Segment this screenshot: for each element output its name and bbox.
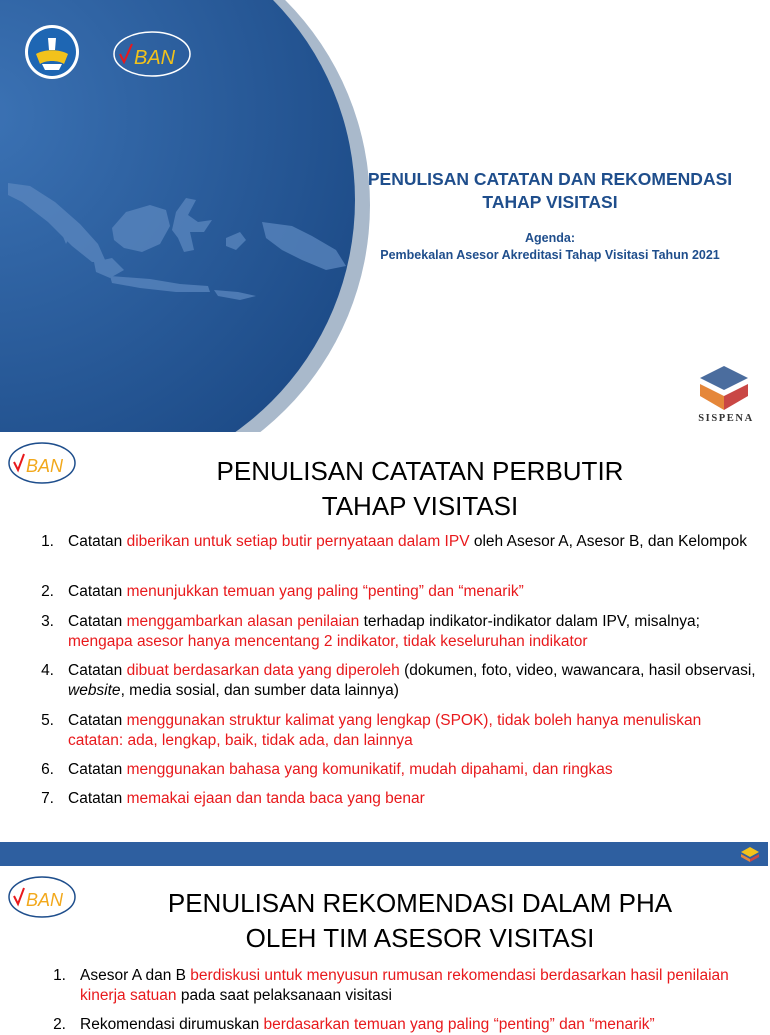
tutwuri-logo xyxy=(24,24,80,85)
sispena-icon xyxy=(696,362,752,412)
slide-separator-band xyxy=(0,842,768,866)
ban-logo-slide2 xyxy=(6,440,78,491)
svg-text:BAN: BAN xyxy=(26,890,64,910)
svg-text:BAN: BAN xyxy=(26,456,64,476)
rekomendasi-title xyxy=(110,886,730,956)
sispena-small-icon xyxy=(740,846,760,862)
ban-logo-icon xyxy=(110,28,194,80)
svg-text:BAN: BAN xyxy=(134,47,176,69)
catatan-slide: BAN PENULISAN CATATAN PERBUTIR TAHAP VISITASI 1. Catatan diberikan untuk setiap butir pernyataan dalam IPV oleh Asesor A, Asesor B, dan Kelompok 2. Catatan menunjukkan temuan yang paling “penting” dan “menarik” 3. Catatan menggambarkan alasan penilaian terhadap indikator-indikator dalam IPV, misalnya; mengapa asesor hanya mencentang 2 indikator, tidak keseluruhan indikator 4. Catatan dibuat berdasarkan data yang diperoleh (dokumen, foto, video, wawancara, hasil observasi, website, media sosial, dan sumber data lainnya) 5. Catatan menggunakan struktur kalimat yang lengkap (SPOK), tidak boleh hanya menuliskan catatan: ada, lengkap, baik, tidak ada, dan lainnya 6. Catatan menggunakan bahasa yang komunikatif, mudah dipahami, dan ringkas 7. Catatan memakai ejaan dan tanda baca yang benar xyxy=(0,432,768,842)
cover-title xyxy=(330,168,770,214)
ban-logo-header xyxy=(110,28,194,85)
agenda-text: Pembekalan Asesor Akreditasi Tahap Visitasi Tahun 2021 xyxy=(380,248,720,262)
tutwuri-emblem-icon xyxy=(24,24,80,80)
cover-title-line2: TAHAP VISITASI xyxy=(482,192,618,212)
rekomendasi-title-line2: OLEH TIM ASESOR VISITASI xyxy=(245,923,595,953)
sispena-logo xyxy=(696,362,752,417)
cover-slide xyxy=(0,0,768,432)
catatan-title xyxy=(110,454,730,524)
ban-logo-icon xyxy=(6,440,78,486)
ban-logo-slide3 xyxy=(6,874,78,925)
rekomendasi-slide: BAN PENULISAN REKOMENDASI DALAM PHA OLEH TIM ASESOR VISITASI 1. Asesor A dan B berdiskusi untuk menyusun rumusan rekomendasi berdasarkan hasil penilaian kinerja satuan pada saat pelaksanaan visitasi 2. Rekomendasi dirumuskan berdasarkan temuan yang paling “penting” dan “menarik” xyxy=(0,866,768,1024)
rekomendasi-title-line1: PENULISAN REKOMENDASI DALAM PHA xyxy=(167,888,673,918)
sispena-label: SISPENA xyxy=(698,413,754,424)
agenda-label: Agenda: xyxy=(525,231,575,245)
cover-title-line1: PENULISAN CATATAN DAN REKOMENDASI xyxy=(367,169,733,189)
catatan-title-line2: TAHAP VISITASI xyxy=(321,491,519,521)
catatan-title-line1: PENULISAN CATATAN PERBUTIR xyxy=(216,456,624,486)
ban-logo-icon xyxy=(6,874,78,920)
